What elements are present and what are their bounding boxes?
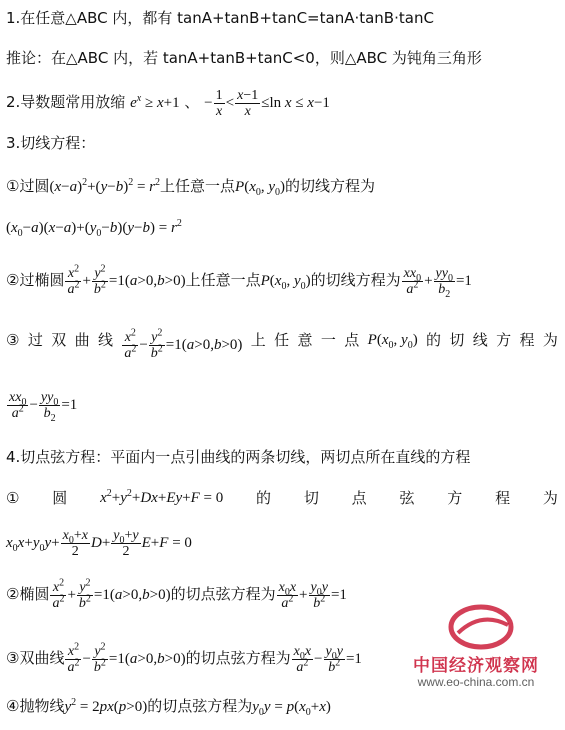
char: 为 bbox=[542, 489, 558, 507]
watermark bbox=[396, 603, 556, 701]
char: 一 bbox=[320, 331, 336, 349]
hyperbola-chord-prefix: ③双曲线 bbox=[6, 648, 65, 667]
item-4-heading: 4.切点弦方程：平面内一点引曲线的两条切线，两切点所在直线的方程 bbox=[6, 448, 471, 466]
formula-exp-bound: $e^x \ge x+1$ bbox=[130, 92, 180, 111]
formula-hyperbola: $\frac{x^2}{a^2}$ − $\frac{y^2}{b^2}$ =1(a>0,b>0) bbox=[67, 641, 186, 675]
hyperbola-chord-suffix: 的切点弦方程为 bbox=[185, 648, 291, 667]
circle-mid: 上任意一点 bbox=[160, 177, 236, 195]
ellipse-mid: 上任意一点 bbox=[185, 270, 261, 289]
char: 弦 bbox=[399, 489, 415, 507]
char: 圆 bbox=[52, 489, 68, 507]
char: 切 bbox=[303, 489, 319, 507]
item-3-circle-tangent bbox=[6, 176, 375, 197]
ellipse-suffix: 的切线方程为 bbox=[310, 270, 401, 289]
item-1-tan-identity: 1.在任意△ABC 内，都有 tanA+tanB+tanC=tanA·tanB·tanC bbox=[6, 9, 434, 27]
circle-prefix: ①过圆 bbox=[6, 177, 50, 195]
item-3-ellipse-tangent bbox=[6, 263, 472, 300]
char: 的 bbox=[426, 331, 442, 349]
formula-point: $P(x_0$, $y_0$) bbox=[260, 272, 311, 292]
item-3-heading: 3.切线方程： bbox=[6, 134, 96, 152]
formula-hyperbola-tangent: $\frac{xx_0}{a^2}$ − $\frac{yy_0}{b_2}$ =1 bbox=[9, 390, 78, 424]
watermark-logo-icon bbox=[446, 603, 516, 651]
char: ① bbox=[6, 489, 20, 507]
item-2-inequalities bbox=[6, 88, 330, 119]
ellipse-chord-prefix: ②椭圆 bbox=[6, 584, 50, 603]
char: ③ bbox=[6, 331, 20, 349]
char: 方 bbox=[496, 331, 512, 349]
char: 线 bbox=[472, 331, 488, 349]
formula-log-bounds: − $\frac{1}{x}$ < $\frac{x-1}{x}$ ≤ln x ≤ x−1 bbox=[204, 88, 330, 119]
char: 的 bbox=[256, 489, 272, 507]
formula-circle-tangent: $(x_0-a)(x-a)+(y_0-b)(y-b) = r^2$ bbox=[6, 218, 182, 239]
formula-parabola: $y^2 = 2px(p>0)$ bbox=[64, 697, 148, 715]
item-4-parabola-chord bbox=[6, 696, 331, 717]
char: 方 bbox=[447, 489, 463, 507]
formula-circle-chord: $x_0x+y_0y+$ $\frac{x_0+x}{2}$ D+ $\frac{y_0+y}{2}$ E+F = 0 bbox=[6, 528, 192, 559]
formula-ellipse: $\frac{x^2}{a^2}$ + $\frac{y^2}{b^2}$ =1(a>0,b>0) bbox=[67, 263, 186, 297]
formula-hyperbola-chord: $\frac{x_0x}{a^2}$ − $\frac{y_0y}{b^2}$ =1 bbox=[293, 644, 362, 675]
char: 上 bbox=[250, 331, 266, 349]
parabola-chord-suffix: 的切点弦方程为 bbox=[147, 697, 253, 715]
item-2-label: 2.导数题常用放缩 bbox=[6, 92, 126, 111]
char: 任 bbox=[274, 331, 290, 349]
char: 曲 bbox=[74, 331, 90, 349]
formula-ellipse-chord: $\frac{x_0x}{a^2}$ + $\frac{y_0y}{b^2}$ =1 bbox=[278, 580, 347, 611]
formula-point: $P(x_0$, $y_0$) bbox=[367, 332, 418, 351]
item-3-hyperbola-tangent bbox=[6, 327, 558, 361]
formula-parabola-chord: $y_0y = p(x_0+x)$ bbox=[252, 699, 331, 718]
item-4-circle-chord bbox=[6, 488, 558, 508]
char: 程 bbox=[519, 331, 535, 349]
ellipse-chord-suffix: 的切点弦方程为 bbox=[170, 584, 276, 603]
item-1-corollary: 推论：在△ABC 内，若 tanA+tanB+tanC<0，则△ABC 为钝角三角形 bbox=[6, 49, 482, 67]
item-4-hyperbola-chord bbox=[6, 641, 362, 675]
char: 为 bbox=[542, 331, 558, 349]
formula-ellipse-tangent: $\frac{xx_0}{a^2}$ + $\frac{yy_0}{b_2}$ =1 bbox=[403, 266, 472, 300]
char: 双 bbox=[51, 331, 67, 349]
separator: 、 bbox=[184, 92, 200, 111]
char: 点 bbox=[344, 331, 360, 349]
char: 程 bbox=[495, 489, 511, 507]
ellipse-prefix: ②过椭圆 bbox=[6, 270, 65, 289]
watermark-name: 中国经济观察网 bbox=[413, 656, 539, 676]
item-4-ellipse-chord bbox=[6, 577, 347, 611]
char: 线 bbox=[97, 331, 113, 349]
formula-general-circle: $x^2+y^2+Dx+Ey+F = 0$ bbox=[100, 488, 224, 506]
char: 点 bbox=[351, 489, 367, 507]
formula-hyperbola: $\frac{x^2}{a^2}$ − $\frac{y^2}{b^2}$ =1(a>0,b>0) bbox=[124, 327, 243, 361]
parabola-chord-prefix: ④抛物线 bbox=[6, 697, 65, 715]
formula-circle: $(x-a)^2+(y-b)^2 = r^2$ bbox=[49, 177, 161, 195]
circle-suffix: 的切线方程为 bbox=[285, 177, 376, 195]
char: 意 bbox=[297, 331, 313, 349]
char: 切 bbox=[449, 331, 465, 349]
char: 过 bbox=[27, 331, 43, 349]
watermark-url: www.eo-china.com.cn bbox=[417, 675, 535, 689]
formula-point: $P(x_0$, $y_0$) bbox=[235, 179, 286, 198]
formula-ellipse: $\frac{x^2}{a^2}$ + $\frac{y^2}{b^2}$ =1(a>0,b>0) bbox=[52, 577, 171, 611]
